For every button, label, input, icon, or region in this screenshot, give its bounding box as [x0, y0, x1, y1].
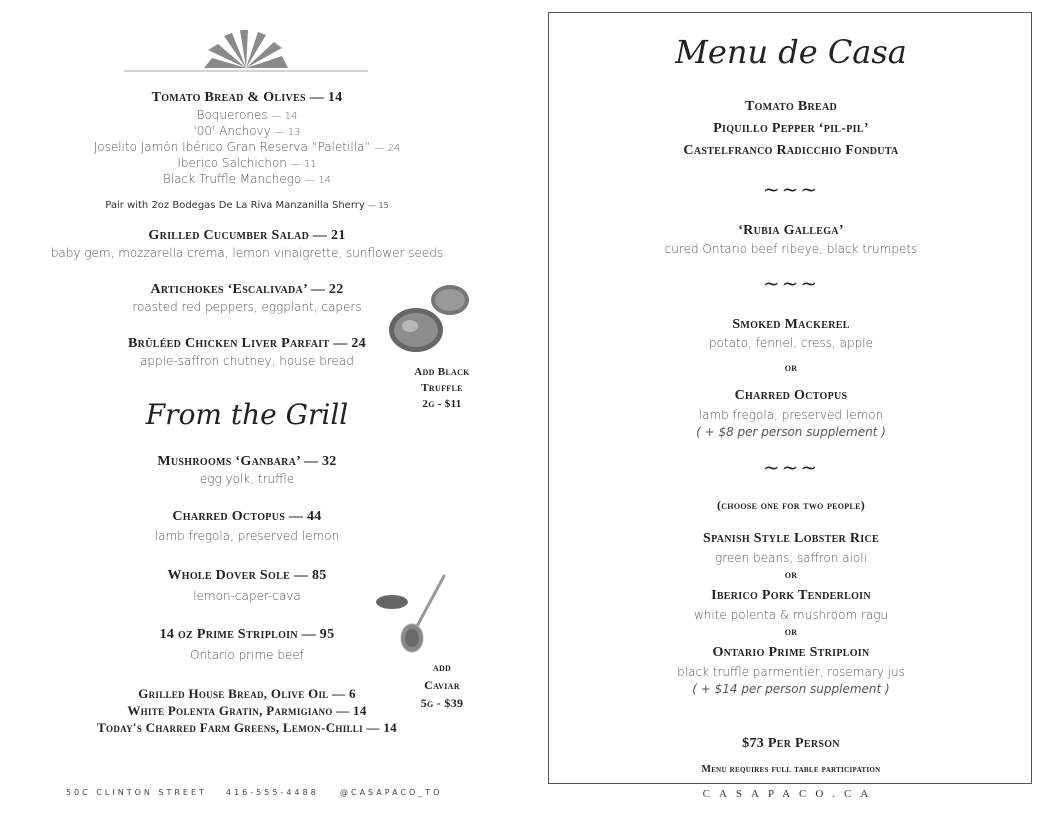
menu-item-octopus: Charred Octopus — 44 — [172, 509, 322, 524]
main-pork-tenderloin: Iberico Pork Tenderloin — [711, 588, 871, 603]
menu-item-tomato-bread: Tomato Bread & Olives — 14 — [151, 90, 343, 105]
course3-charred-octopus: Charred Octopus — [734, 388, 848, 403]
course-divider: ~~~ — [762, 455, 820, 479]
grill-section-heading: From the Grill — [145, 398, 349, 431]
course3-smoked-mackerel: Smoked Mackerel — [732, 317, 850, 332]
lobster-rice-desc: green beans, saffron aioli — [715, 551, 867, 565]
striploin-supplement: ( + $14 per person supplement ) — [692, 682, 890, 696]
menu-item-mushrooms: Mushrooms ‘Ganbara’ — 32 — [157, 454, 337, 469]
pork-tenderloin-desc: white polenta & mushroom ragu — [693, 608, 889, 622]
a-la-carte-page — [0, 0, 500, 816]
footer-phone: 416-555-4488 — [226, 788, 319, 797]
main-lobster-rice: Spanish Style Lobster Rice — [703, 531, 879, 546]
participation-note: Menu requires full table participation — [701, 764, 881, 775]
striploin-desc: black truffle parmentier, rosemary jus — [677, 665, 905, 679]
or-separator: or — [784, 362, 798, 374]
liver-parfait-desc: apple-saffron chutney, house bread — [140, 354, 354, 368]
caviar-spoon-icon — [372, 572, 468, 658]
artichokes-desc: roasted red peppers, eggplant, capers — [132, 300, 362, 314]
cucumber-salad-desc: baby gem, mozzarella crema, lemon vinaigrette, sunflower seeds — [50, 246, 444, 260]
menu-price: $73 Per Person — [742, 736, 840, 751]
menu-item-dover-sole: Whole Dover Sole — 85 — [167, 568, 327, 583]
truffle-addon: Add Black Truffle 2g - $11 — [414, 366, 470, 410]
course1-piquillo: Piquillo Pepper ‘pil-pil’ — [713, 121, 869, 136]
tasting-menu-title: Menu de Casa — [675, 33, 907, 71]
course1-radicchio: Castelfranco Radicchio Fonduta — [683, 143, 899, 158]
side-charred-greens: Today's Charred Farm Greens, Lemon-Chilli — 14 — [97, 720, 397, 735]
side-house-bread: Grilled House Bread, Olive Oil — 6 — [138, 686, 356, 701]
dover-sole-desc: lemon-caper-cava — [193, 589, 301, 603]
course2-desc: cured Ontario beef ribeye, black trumpets — [664, 242, 918, 256]
striploin-desc: Ontario prime beef — [190, 648, 304, 662]
menu-item-liver-parfait: Brûléed Chicken Liver Parfait — 24 — [128, 336, 366, 351]
footer-instagram-handle: @CASAPACO_TO — [340, 788, 443, 797]
octopus-supplement: ( + $8 per person supplement ) — [696, 425, 886, 439]
menu-item-anchovy: '00' Anchovy — 13 — [193, 124, 301, 138]
octopus-desc: lamb fregola, preserved lemon — [154, 529, 340, 543]
or-separator: or — [784, 569, 798, 581]
course3-mackerel-desc: potato, fennel, cress, apple — [709, 336, 873, 350]
menu-item-salchichon: Iberico Salchichon — 11 — [177, 156, 317, 170]
choose-one-note: (choose one for two people) — [716, 498, 866, 512]
sunburst-logo-icon — [120, 28, 372, 74]
website[interactable]: CASAPACO.CA — [702, 788, 878, 800]
menu-item-artichokes: Artichokes ‘Escalivada’ — 22 — [150, 282, 344, 297]
course2-rubia-gallega: ‘Rubia Gallega’ — [738, 223, 844, 238]
side-polenta-gratin: White Polenta Gratin, Parmigiano — 14 — [127, 703, 367, 718]
tasting-menu-panel — [548, 12, 1032, 784]
black-truffle-icon — [388, 282, 474, 358]
course3-octopus-desc: lamb fregola, preserved lemon — [698, 408, 884, 422]
or-separator: or — [784, 626, 798, 638]
menu-item-boquerones: Boquerones — 14 — [196, 108, 298, 122]
caviar-addon: add Caviar 5g - $39 — [420, 660, 464, 710]
mushrooms-desc: egg yolk, truffle — [199, 472, 295, 486]
main-ontario-striploin: Ontario Prime Striploin — [712, 645, 870, 660]
footer-address: 50C CLINTON STREET — [66, 788, 207, 797]
course-divider: ~~~ — [762, 177, 820, 201]
sherry-pairing: Pair with 2oz Bodegas De La Riva Manzanilla Sherry — 15 — [105, 200, 389, 211]
menu-item-striploin: 14 oz Prime Striploin — 95 — [159, 627, 335, 642]
menu-item-manchego: Black Truffle Manchego — 14 — [163, 172, 331, 186]
menu-item-cucumber-salad: Grilled Cucumber Salad — 21 — [148, 228, 346, 243]
course-divider: ~~~ — [762, 271, 820, 295]
course1-tomato-bread: Tomato Bread — [744, 99, 838, 114]
menu-item-jamon: Joselito Jamón Ibérico Gran Reserva “Paletilla” — 24 — [93, 140, 401, 154]
